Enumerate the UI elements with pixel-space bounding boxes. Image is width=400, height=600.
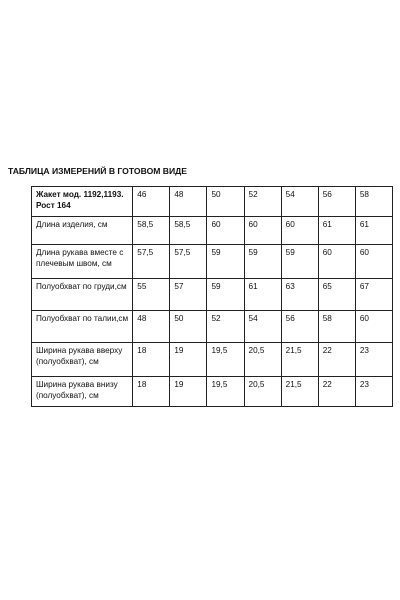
value-cell: 18 [133, 343, 170, 377]
size-cell: 58 [355, 187, 392, 217]
value-cell: 20,5 [244, 377, 281, 407]
row-label: Длина изделия, см [32, 217, 133, 245]
value-cell: 19,5 [207, 377, 244, 407]
header-label-cell [32, 187, 133, 217]
row-label: Ширина рукава внизу (полуобхват), см [32, 377, 133, 407]
row-label: Полуобхват по талии,см [32, 311, 133, 343]
size-cell: 50 [207, 187, 244, 217]
row-label: Длина рукава вместе с плечевым швом, см [32, 245, 133, 279]
value-cell: 58,5 [133, 217, 170, 245]
table-row [32, 245, 393, 279]
value-cell: 57 [170, 279, 207, 311]
value-cell: 54 [244, 311, 281, 343]
value-cell: 19,5 [207, 343, 244, 377]
value-cell: 19 [170, 343, 207, 377]
size-cell: 46 [133, 187, 170, 217]
value-cell: 23 [355, 343, 392, 377]
value-cell: 61 [244, 279, 281, 311]
value-cell: 60 [318, 245, 355, 279]
value-cell: 23 [355, 377, 392, 407]
value-cell: 56 [281, 311, 318, 343]
size-cell: 56 [318, 187, 355, 217]
value-cell: 59 [207, 245, 244, 279]
value-cell: 57,5 [133, 245, 170, 279]
size-cell: 48 [170, 187, 207, 217]
table-row [32, 311, 393, 343]
value-cell: 50 [170, 311, 207, 343]
table-row [32, 343, 393, 377]
value-cell: 20,5 [244, 343, 281, 377]
value-cell: 60 [281, 217, 318, 245]
value-cell: 60 [244, 217, 281, 245]
model-label: Жакет мод. 1192,1193. [36, 190, 124, 199]
value-cell: 60 [207, 217, 244, 245]
value-cell: 21,5 [281, 377, 318, 407]
value-cell: 59 [207, 279, 244, 311]
value-cell: 52 [207, 311, 244, 343]
page-title: ТАБЛИЦА ИЗМЕРЕНИЙ В ГОТОВОМ ВИДЕ [8, 166, 188, 176]
row-label: Полуобхват по груди,см [32, 279, 133, 311]
size-cell: 52 [244, 187, 281, 217]
value-cell: 48 [133, 311, 170, 343]
value-cell: 55 [133, 279, 170, 311]
value-cell: 19 [170, 377, 207, 407]
value-cell: 61 [355, 217, 392, 245]
value-cell: 65 [318, 279, 355, 311]
value-cell: 21,5 [281, 343, 318, 377]
row-label: Ширина рукава вверху (полуобхват), см [32, 343, 133, 377]
height-label: Рост 164 [36, 201, 71, 210]
value-cell: 59 [244, 245, 281, 279]
value-cell: 67 [355, 279, 392, 311]
value-cell: 58,5 [170, 217, 207, 245]
value-cell: 63 [281, 279, 318, 311]
measurements-table [31, 186, 393, 407]
table-row [32, 217, 393, 245]
value-cell: 22 [318, 377, 355, 407]
value-cell: 60 [355, 245, 392, 279]
value-cell: 22 [318, 343, 355, 377]
value-cell: 58 [318, 311, 355, 343]
table-header-row [32, 187, 393, 217]
value-cell: 57,5 [170, 245, 207, 279]
table-row [32, 279, 393, 311]
table-row [32, 377, 393, 407]
value-cell: 18 [133, 377, 170, 407]
value-cell: 61 [318, 217, 355, 245]
value-cell: 60 [355, 311, 392, 343]
size-cell: 54 [281, 187, 318, 217]
value-cell: 59 [281, 245, 318, 279]
